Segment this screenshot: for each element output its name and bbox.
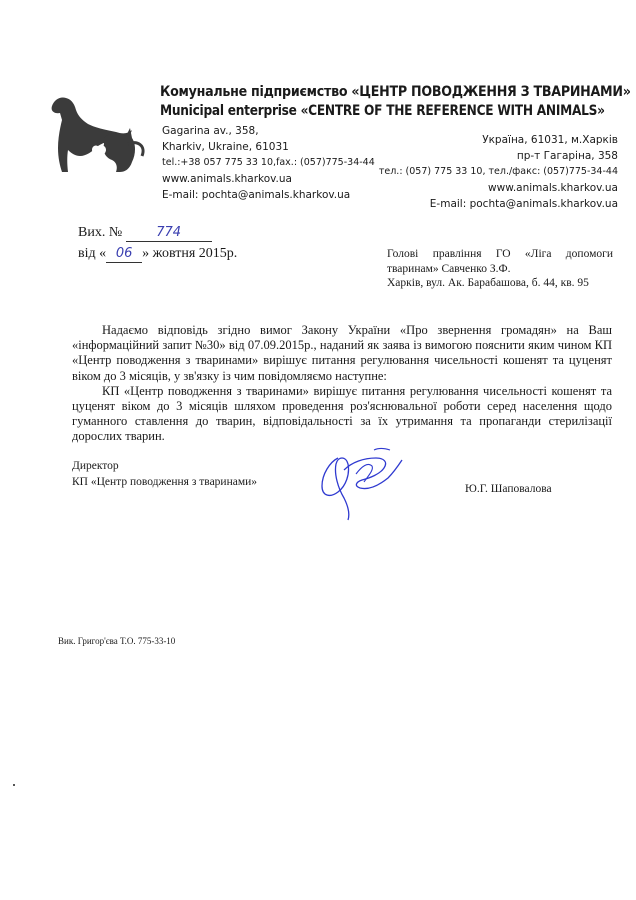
address-block-en <box>162 123 375 203</box>
address-city-en: Kharkiv, Ukraine, 61031 <box>162 141 289 153</box>
date-suffix: » жовтня 2015р. <box>142 246 238 261</box>
address-phone-en: tel.:+38 057 775 33 10,fax.: (057)775-34-44 <box>162 157 375 168</box>
outgoing-number-underline <box>126 225 212 242</box>
outgoing-date-line <box>78 246 237 263</box>
logo-dog-cat-heart <box>46 92 154 174</box>
address-block-ua <box>379 132 618 212</box>
signatory-position: Директор <box>72 460 119 472</box>
outgoing-number-label: Вих. № <box>78 225 123 240</box>
scan-speck <box>13 784 15 786</box>
date-prefix: від « <box>78 246 107 261</box>
handwritten-signature <box>308 440 408 525</box>
recipient-line-2: тваринам» Савченко З.Ф. <box>387 262 511 275</box>
address-web-ua: www.animals.kharkov.ua <box>488 182 618 194</box>
date-day-underline <box>106 246 142 263</box>
address-email-ua: E-mail: pochta@animals.kharkov.ua <box>429 198 618 210</box>
body-paragraph-2: КП «Центр поводження з тваринами» вирішує питання регулювання чисельності кошенят та цуценят віком до 3 місяців шляхом проведення роз'яснювальної роботи серед населення щодо гуманного ставлення до тварин, відповідальності за їх утримання та пропаганди стерилізації дорослих тварин. <box>72 383 612 444</box>
executor-note: Вик. Григор'єва Т.О. 775-33-10 <box>58 636 176 646</box>
signatory-name: Ю.Г. Шаповалова <box>465 483 552 495</box>
organization-title-ua: Комунальне підприємство «ЦЕНТР ПОВОДЖЕННЯ З ТВАРИНАМИ» <box>160 84 631 100</box>
outgoing-number-line <box>78 225 212 242</box>
address-phone-ua: тел.: (057) 775 33 10, тел./факс: (057)775-34-44 <box>378 166 618 177</box>
address-street-ua: пр-т Гагаріна, 358 <box>516 150 618 162</box>
signatory-title-block <box>72 458 257 490</box>
outgoing-number-value: 774 <box>156 225 182 240</box>
address-web-en: www.animals.kharkov.ua <box>162 173 292 185</box>
recipient-line-3: Харків, вул. Ак. Барабашова, б. 44, кв. 95 <box>387 277 589 289</box>
address-email-en: E-mail: pochta@animals.kharkov.ua <box>162 189 351 201</box>
letter-body <box>72 323 612 445</box>
organization-title-en: Municipal enterprise «CENTRE OF THE REFERENCE WITH ANIMALS» <box>160 103 605 119</box>
body-paragraph-1: Надаємо відповідь згідно вимог Закону України «Про звернення громадян» на Ваш «інформаційний запит №30» від 07.09.2015р., наданий як заява із вимогою пояснити яким чином КП «Центр поводження з тваринами» вирішує питання регулювання чисельності кошенят та цуценят віком до 3 місяців, у зв'язку із чим повідомляємо наступне: <box>72 323 612 383</box>
date-day-value: 06 <box>115 246 133 261</box>
recipient-line-1: Голові правління ГО «Ліга допомоги <box>387 248 613 260</box>
address-city-ua: Україна, 61031, м.Харків <box>482 134 618 146</box>
logo-heart-shape <box>92 146 106 159</box>
signatory-organization: КП «Центр поводження з тваринами» <box>72 476 258 488</box>
address-street-en: Gagarina av., 358, <box>162 125 259 137</box>
recipient-block <box>387 247 613 291</box>
